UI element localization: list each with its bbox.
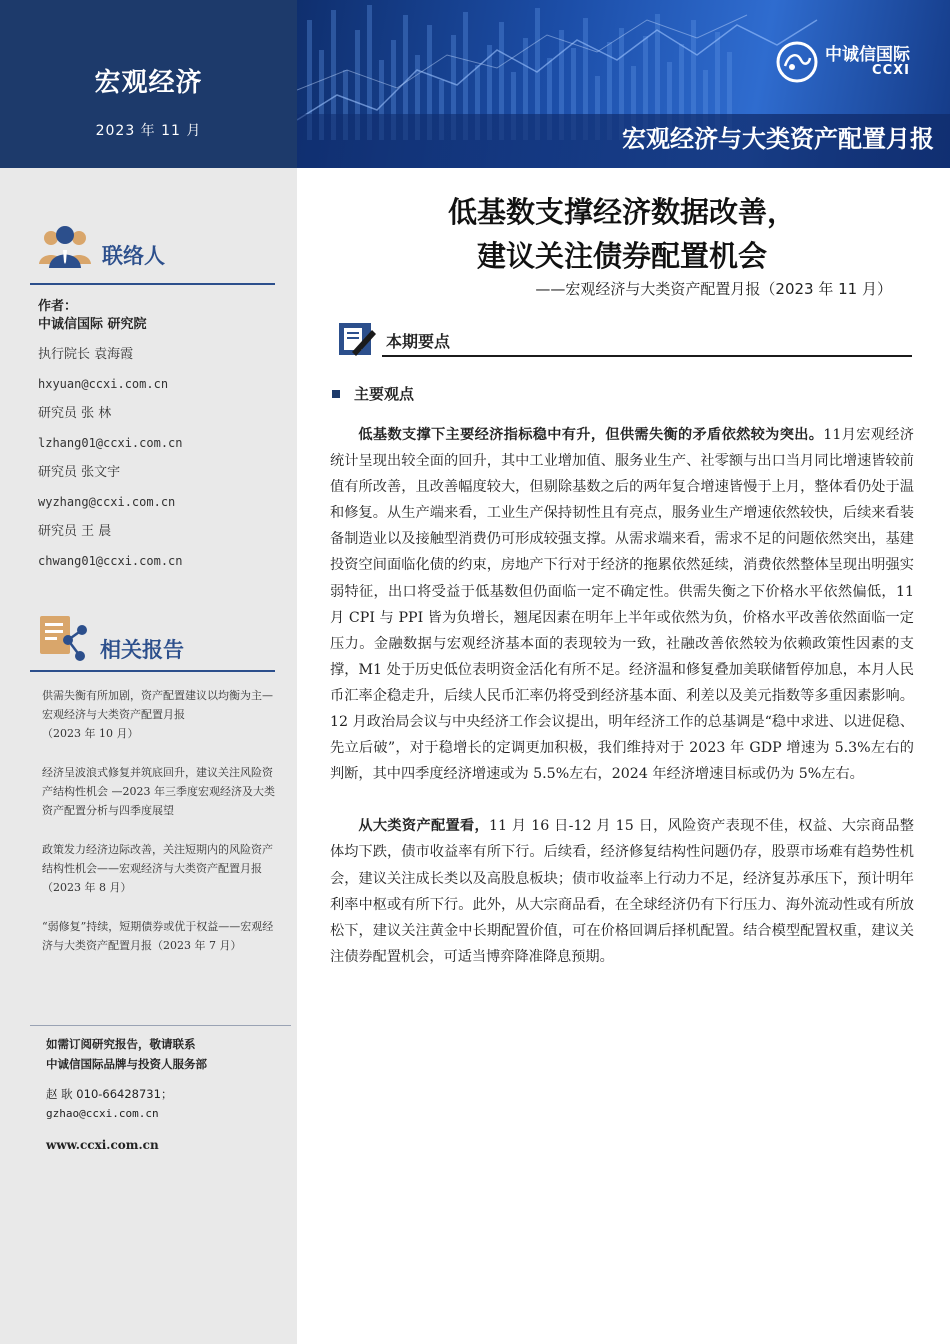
- contacts-rule: [30, 283, 275, 285]
- report-category: 宏观经济: [94, 68, 203, 98]
- contact-name: 执行院长 袁海霞: [38, 347, 134, 362]
- author-org: 中诚信国际 研究院: [38, 317, 147, 332]
- contact-name: 研究员 王 晨: [38, 524, 112, 539]
- contacts-heading-label: 联络人: [102, 244, 165, 268]
- contact-email[interactable]: wyzhang@ccxi.com.cn: [38, 494, 176, 509]
- header-left-panel: [0, 0, 297, 168]
- point-heading-label: 主要观点: [354, 385, 415, 403]
- paragraph-body: 11月宏观经济统计呈现出较全面的回升，其中工业增加值、服务业生产、社零额与出口当月同比增速皆较前值有所改善，且改善幅度较大，但剔除基数之后的两年复合增速皆慢于上月，整体看仍处于温和修复。从生产端来看，工业生产保持韧性且有亮点，服务业生产增速依然较快，后续来看装备制造业以及接触型消费仍可形成较强支撑。从需求端来看，需求不足的问题依然突出，基建投资空间面临化债的约束，房地产下行对于经济的拖累依然延续，消费依然整体呈现出明强实弱特征，出口将受益于低基数但仍面临一定不确定性。供需失衡之下价格水平依然偏低，11 月 CPI 与 PPI 皆为负增长，翘尾因素在明年上半年或依然为负，价格水平改善依然面临一定压力。金融数据与宏观经济基本面的表现较为一致，社融改善依然较为依赖政策性因素的支撑，M1 处于历史低位表明资金活化有所不足。经济温和修复叠加美联储暂停加息，本月人民币汇率企稳走升，后续人民币汇率仍将受到经济基本面、利差以及美元指数等多重因素影响。12 月政治局会议与中央经济工作会议提出，明年经济工作的总基调是“稳中求进、以进促稳、先立后破”，对于稳增长的定调更加积极，我们维持对于 2023 年 GDP 增速为 5.3%左右的判断，其中四季度经济增速或为 5.5%左右，2024 年经济增速目标或仍为 5%左右。: [330, 427, 914, 783]
- paragraph-lead: 从大类资产配置看，: [358, 818, 490, 835]
- related-report-item[interactable]: [30, 834, 275, 911]
- title-line-1: 低基数支撑经济数据改善，: [447, 195, 796, 229]
- report-series-title: 宏观经济与大类资产配置月报: [622, 125, 934, 153]
- related-heading: [38, 614, 184, 664]
- contact-email[interactable]: chwang01@ccxi.com.cn: [38, 553, 183, 568]
- related-report-date: （2023 年 10 月）: [42, 727, 139, 740]
- subscribe-line2: 中诚信国际品牌与投资人服务部: [46, 1057, 207, 1071]
- related-report-title: 经济呈波浪式修复并筑底回升，建议关注风险资产结构性机会 —2023 年三季度宏观经济及大类资产配置分析与四季度展望: [42, 766, 275, 817]
- website-link[interactable]: www.ccxi.com.cn: [46, 1138, 159, 1152]
- related-report-title: 政策发力经济边际改善，关注短期内的风险资产结构性机会——宏观经济与大类资产配置月报（2023 年 8 月）: [42, 843, 273, 894]
- related-report-item[interactable]: [30, 757, 275, 834]
- contacts-heading: [38, 222, 165, 270]
- logo-name-en: CCXI: [872, 63, 910, 78]
- logo-name-cn: 中诚信国际: [825, 45, 910, 65]
- section-label: 本期要点: [386, 332, 451, 351]
- point-heading: [332, 383, 914, 404]
- ccxi-logo: [775, 40, 910, 84]
- related-reports-list: [30, 680, 275, 969]
- author-label: 作者：: [38, 299, 78, 314]
- contacts-list: [38, 298, 288, 576]
- contact-name: 研究员 张 林: [38, 406, 112, 421]
- title-line-2: 建议关注债券配置机会: [476, 239, 767, 273]
- subscribe-phone: 赵 耿 010-66428731；: [46, 1087, 173, 1101]
- ccxi-logo-icon: [775, 40, 819, 84]
- related-heading-label: 相关报告: [100, 638, 184, 662]
- report-title: [330, 190, 914, 278]
- section-rule: [382, 355, 912, 357]
- paragraph-body: 11 月 16 日-12 月 15 日，风险资产表现不佳，权益、大宗商品整体均下跌，债市收益率有所下行。后续看，经济修复结构性问题仍存，股票市场难有趋势性机会，建议关注成长类以及高股息板块；债市收益率上行动力不足，经济复苏承压下，预计明年利率中枢或有所下行。此外，从大宗商品看，在全球经济仍有下行压力、海外流动性或有所放松下，建议关注黄金中长期配置价值，可在价格回调后择机配置。结合模型配置权重，建议关注债券配置机会，可适当博弈降准降息预期。: [330, 818, 914, 965]
- subscribe-info: [30, 1025, 291, 1152]
- paragraph-lead: 低基数支撑下主要经济指标稳中有升，但供需失衡的矛盾依然较为突出。: [358, 427, 824, 443]
- header-banner: [297, 0, 950, 168]
- contact-name: 研究员 张文宇: [38, 465, 121, 480]
- related-reports-icon: [38, 614, 90, 664]
- report-subtitle: ——宏观经济与大类资产配置月报（2023 年 11 月）: [535, 280, 892, 298]
- section-header: [330, 319, 914, 369]
- related-report-title: “弱修复”持续，短期债券或优于权益——宏观经济与大类资产配置月报（2023 年 7 月）: [42, 920, 274, 952]
- related-rule: [30, 670, 275, 672]
- main-content: [330, 168, 914, 970]
- related-report-title: 供需失衡有所加剧，资产配置建议以均衡为主—宏观经济与大类资产配置月报: [42, 689, 273, 721]
- square-bullet-icon: [332, 390, 340, 398]
- contact-people-icon: [38, 222, 92, 270]
- contact-email[interactable]: hxyuan@ccxi.com.cn: [38, 376, 169, 391]
- paragraph-macro: [330, 422, 914, 787]
- related-report-item[interactable]: [30, 911, 275, 969]
- related-report-item[interactable]: [30, 680, 275, 757]
- subscribe-email[interactable]: gzhao@ccxi.com.cn: [46, 1107, 159, 1120]
- contact-email[interactable]: lzhang01@ccxi.com.cn: [38, 435, 183, 450]
- report-date: 2023 年 11 月: [95, 123, 202, 139]
- subscribe-line1: 如需订阅研究报告，敬请联系: [46, 1037, 196, 1051]
- document-icon: [338, 322, 378, 358]
- paragraph-assets: [330, 813, 914, 970]
